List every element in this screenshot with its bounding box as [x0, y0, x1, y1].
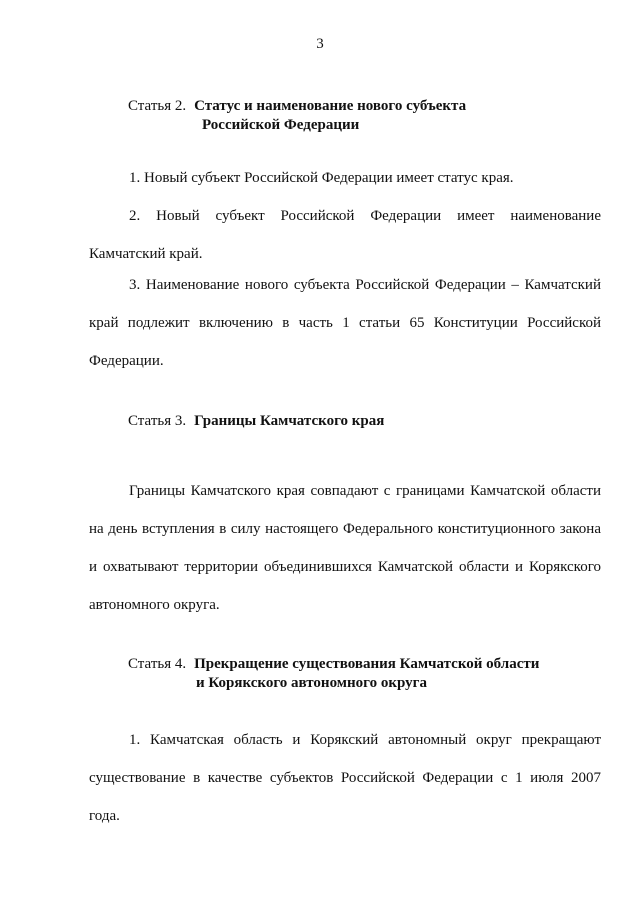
article-4-paragraph-1: 1. Камчатская область и Корякский автономный округ прекращают существование в качестве субъектов Российской Федерации с 1 июля 2007 года.: [89, 732, 601, 824]
article-2-title-line2: Российской Федерации: [202, 117, 360, 133]
article-3-title: Границы Камчатского края: [194, 413, 385, 429]
page-number: 3: [316, 36, 324, 52]
article-4-title-line2: и Корякского автономного округа: [196, 675, 427, 691]
article-3-paragraph-1: Границы Камчатского края совпадают с границами Камчатской области на день вступления в силу настоящего Федерального конституционного закона и охватывают территории объединившихся Камчатской области и Корякского автономного округа.: [89, 483, 601, 613]
article-2-paragraph-1: 1. Новый субъект Российской Федерации имеет статус края.: [129, 170, 514, 186]
article-2-label: Статья 2.: [128, 98, 187, 114]
article-2-heading: [128, 97, 466, 135]
article-2-paragraph-3: 3. Наименование нового субъекта Российской Федерации – Камчатский край подлежит включению в часть 1 статьи 65 Конституции Российской Федерации.: [89, 277, 601, 369]
article-4-title-line1: Прекращение существования Камчатской области: [194, 656, 540, 672]
article-3-heading: [128, 412, 384, 431]
article-3-label: Статья 3.: [128, 413, 187, 429]
article-4-heading: [128, 655, 539, 693]
article-4-label: Статья 4.: [128, 656, 187, 672]
article-2-paragraph-2: 2. Новый субъект Российской Федерации имеет наименование Камчатский край.: [89, 208, 601, 262]
article-2-title-line1: Статус и наименование нового субъекта: [194, 98, 467, 114]
